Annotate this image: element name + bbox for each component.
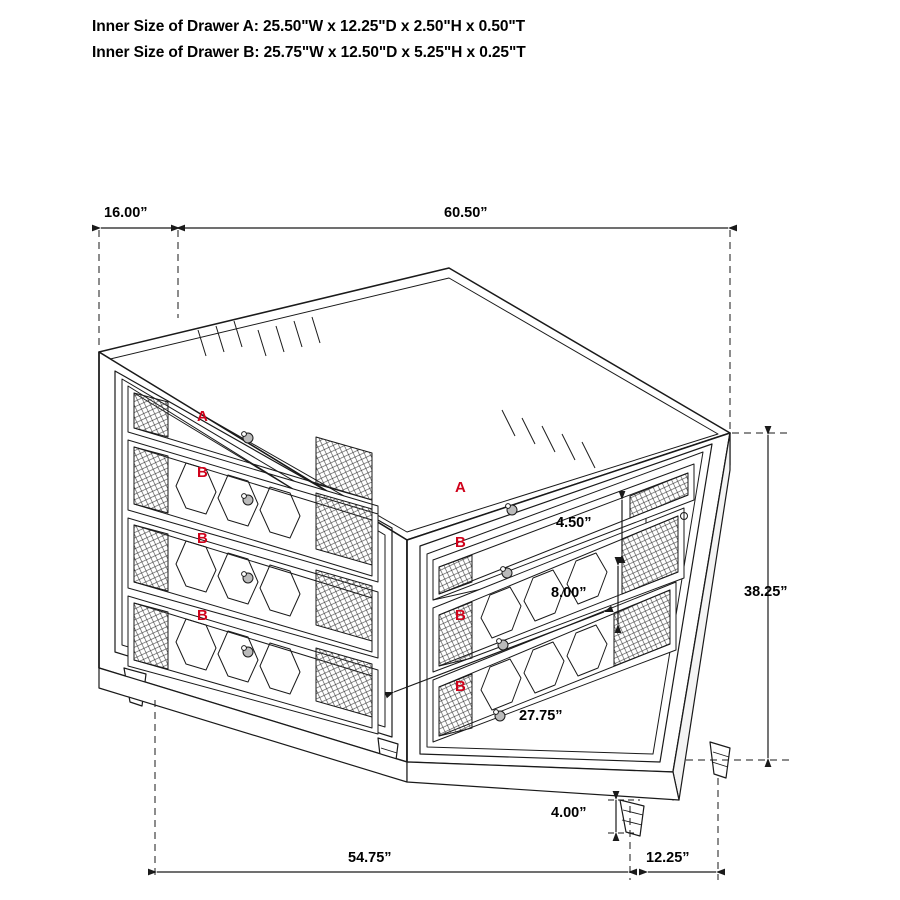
dim-height: 38.25” xyxy=(744,584,788,600)
dim-drawer-b-height: 8.00” xyxy=(551,585,587,601)
dim-leg-height: 4.00” xyxy=(551,805,587,821)
drawer-b-spec-text: Inner Size of Drawer B: 25.75"W x 12.50"D x 5.25"H x 0.25"T xyxy=(92,44,526,61)
dim-drawer-width: 27.75” xyxy=(519,708,563,724)
drawer-a-spec-text: Inner Size of Drawer A: 25.50"W x 12.25"D x 2.50"H x 0.50"T xyxy=(92,18,525,35)
drawer-label-right-2: B xyxy=(455,534,466,551)
drawer-label-right-1: A xyxy=(455,479,466,496)
dim-depth: 12.25” xyxy=(646,850,690,866)
dim-bottom-width: 54.75” xyxy=(348,850,392,866)
dim-drawer-a-height: 4.50” xyxy=(556,515,592,531)
drawer-label-left-4: B xyxy=(197,607,208,624)
drawer-label-right-4: B xyxy=(455,678,466,695)
dim-top-width: 60.50” xyxy=(444,205,488,221)
drawer-label-left-3: B xyxy=(197,530,208,547)
dresser-body xyxy=(99,268,730,836)
drawer-label-right-3: B xyxy=(455,607,466,624)
dim-left-offset: 16.00” xyxy=(104,205,148,221)
drawer-label-left-2: B xyxy=(197,464,208,481)
drawer-label-left-1: A xyxy=(197,408,208,425)
